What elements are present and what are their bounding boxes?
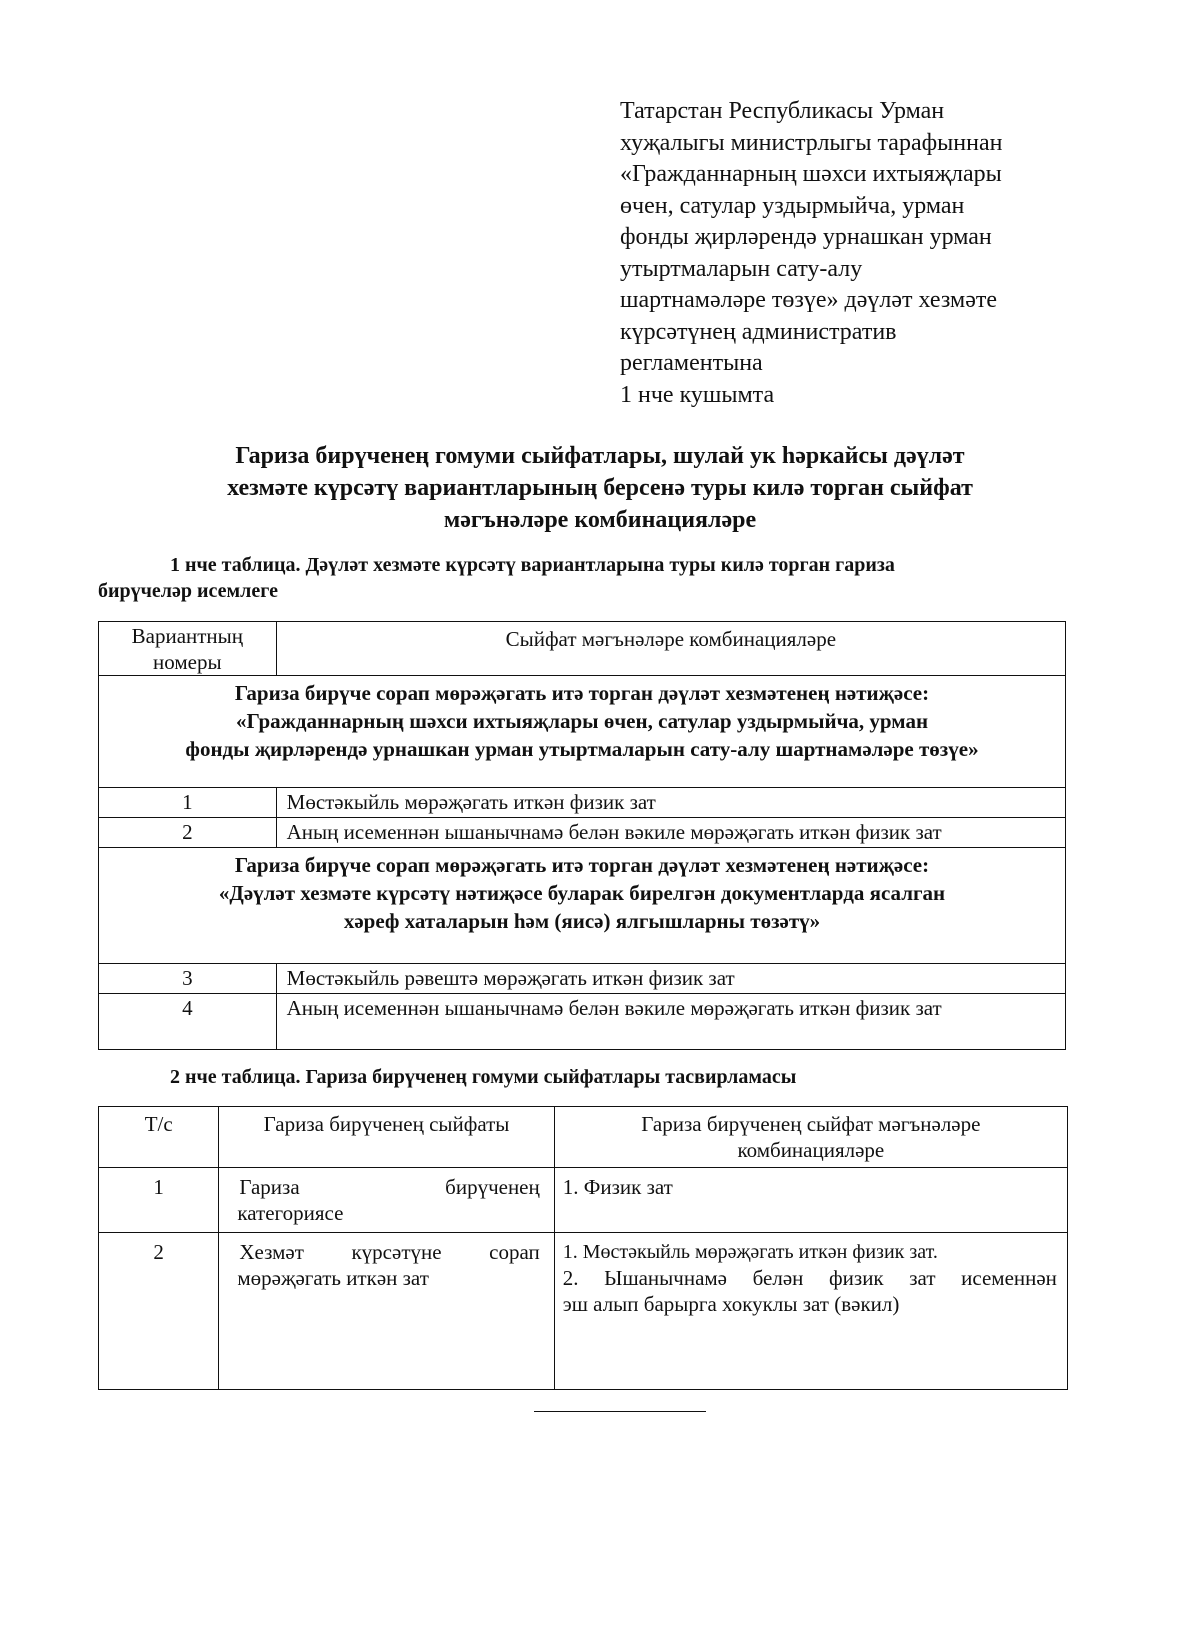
section-line: «Дәүләт хезмәте күрсәтү нәтиҗәсе буларак бирелгән документларда ясалган [218,881,946,905]
section-line: Гариза бирүче сорап мөрәҗәгать итә торган дәүләт хезмәтенең нәтиҗәсе: [234,681,930,705]
section-line: фонды җирләрендә урнашкан урман утыртмаларын сату-алу шартнамәләре төзүе» [185,737,979,761]
variant-description: Мөстәкыйль мөрәҗәгать иткән физик зат [276,788,1065,818]
section-line: «Гражданнарның шәхси ихтыяҗлары өчен, сатулар уздырмыйча, урман [235,709,929,733]
variant-description: Аның исеменнән ышанычнамә белән вәкиле мөрәҗәгать иткән физик зат [276,818,1065,848]
value-word: исеменнән [961,1266,1057,1290]
quality-cell [219,1168,554,1233]
section-row [99,676,1066,788]
table-header-row [99,1107,1068,1168]
value-word: Ышанычнамә [604,1266,728,1290]
section-line: Гариза бирүче сорап мөрәҗәгать итә торган дәүләт хезмәтенең нәтиҗәсе: [234,853,930,877]
approval-note-line: Татарстан Республикасы Урман [620,98,945,124]
row-number: 2 [99,1233,219,1390]
document-title [100,440,1100,536]
variant-description: Аның исеменнән ышанычнамә белән вәкиле мөрәҗәгать иткән физик зат [276,994,1065,1050]
header-text: номеры [153,650,222,674]
value-word: зат [909,1266,936,1290]
service-result-section [99,848,1066,964]
approval-note-line: өчен, сатулар уздырмыйча, урман [620,192,965,219]
table-row [99,964,1066,994]
section-line: хәреф хаталарын һәм (яисә) ялгышларны төзәтү» [343,909,821,933]
variant-number: 2 [99,818,277,848]
variant-number: 4 [99,994,277,1050]
variant-number: 3 [99,964,277,994]
quality-word: күрсәтүне [351,1240,442,1264]
header-text: комбинацияләре [737,1138,885,1162]
service-result-section [99,676,1066,788]
table-row [99,994,1066,1050]
quality-word: Хезмәт [239,1240,304,1264]
approval-note-line: хуҗалыгы министрлыгы тарафыннан [620,129,1003,156]
header-combinations: Сыйфат мәгънәләре комбинацияләре [276,622,1065,676]
header-quality-values [554,1107,1067,1168]
quality-values-cell [554,1233,1067,1390]
row-number: 1 [99,1168,219,1233]
quality-value: 1. Физик зат [562,1175,673,1199]
quality-line [237,1174,539,1200]
quality-cell [219,1233,554,1390]
header-text: Вариантның [131,624,244,648]
quality-line [237,1239,539,1265]
approval-note-line: «Гражданнарның шәхси ихтыяҗлары [620,161,1002,187]
quality-value [563,1265,1057,1291]
table-header-row [99,622,1066,676]
end-of-document-rule [534,1411,706,1412]
quality-line: категориясе [237,1201,344,1225]
header-row-number: Т/с [99,1107,219,1168]
quality-word: сорап [489,1240,540,1264]
approval-note [620,96,1090,411]
approval-note-line: фонды җирләрендә урнашкан урман [620,224,992,250]
header-variant-number [99,622,277,676]
approval-note-line: утыртмаларын сату-алу [620,255,863,282]
applicant-qualities-table [98,1106,1068,1390]
quality-line: мөрәҗәгать иткән зат [237,1266,429,1290]
quality-values-cell [554,1168,1067,1233]
header-quality: Гариза бирүченең сыйфаты [219,1107,554,1168]
title-line: Гариза бирүченең гомуми сыйфатлары, шулай ук һәркайсы дәүләт [235,443,965,469]
quality-word: бирүченең [445,1175,540,1199]
table1-caption [98,552,1098,604]
table-row [99,788,1066,818]
caption-line: 1 нче таблица. Дәүләт хезмәте күрсәтү вариантларына туры килә торган гариза [170,554,895,576]
variant-number: 1 [99,788,277,818]
section-row [99,848,1066,964]
quality-word: Гариза [239,1175,300,1199]
table-row [99,818,1066,848]
caption-line: бирүчеләр исемлеге [98,580,278,602]
table2-caption: 2 нче таблица. Гариза бирүченең гомуми сыйфатлары тасвирламасы [170,1066,797,1088]
appendix-number: 1 нче кушымта [620,381,775,408]
approval-note-line: күрсәтүнең административ [620,318,897,345]
approval-note-line: регламентына [620,350,763,376]
title-line: мәгънәләре комбинацияләре [443,507,757,533]
quality-value: эш алып барырга хокуклы зат (вәкил) [562,1292,900,1316]
variant-description: Мөстәкыйль рәвештә мөрәҗәгать иткән физик зат [276,964,1065,994]
quality-value: 1. Мөстәкыйль мөрәҗәгать иткән физик зат. [562,1241,938,1263]
title-line: хезмәте күрсәтү вариантларының берсенә туры килә торган сыйфат [227,475,973,501]
value-word: 2. [562,1266,579,1290]
header-text: Гариза бирүченең сыйфат мәгънәләре [641,1112,981,1136]
value-word: белән [752,1266,804,1290]
approval-note-line: шартнамәләре төзүе» дәүләт хезмәте [620,287,997,313]
table-row [99,1233,1068,1390]
applicants-variants-table [98,621,1066,1050]
value-word: физик [829,1266,884,1290]
table-row [99,1168,1068,1233]
